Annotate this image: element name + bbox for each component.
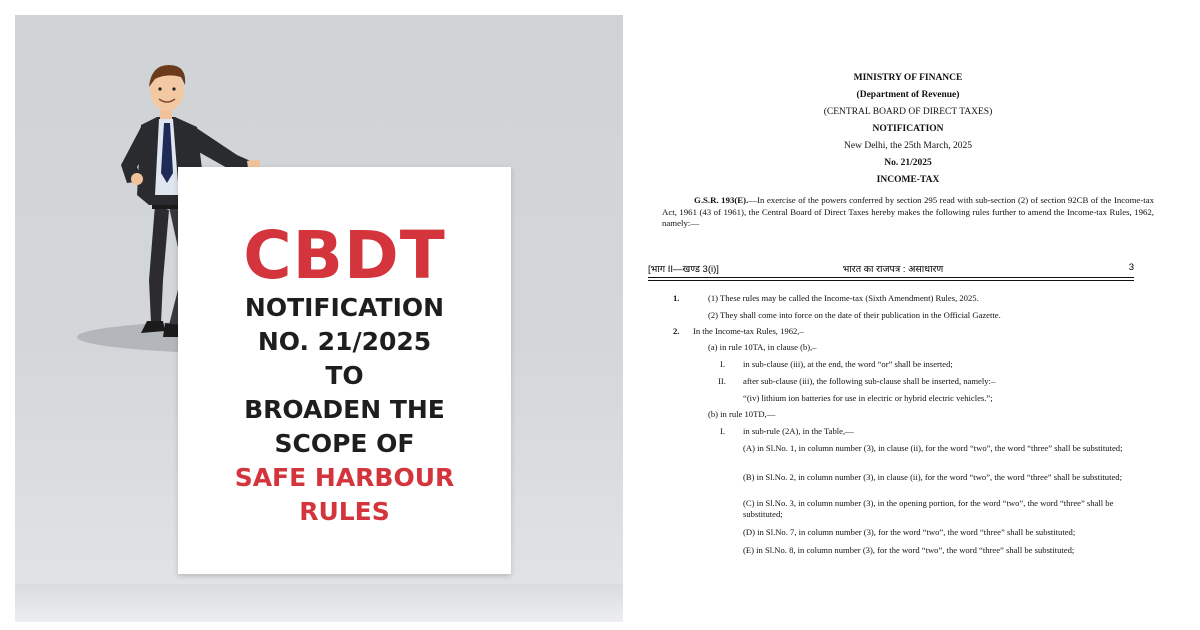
list-item: (A) in Sl.No. 1, in column number (3), in clause (ii), for the word “two”, the word “three” shall be substituted;: [743, 443, 1123, 453]
doc-department: (Department of Revenue): [856, 90, 960, 100]
list-item: (D) in Sl.No. 7, in column number (3), for the word “two”, the word “three” shall be substituted;: [743, 527, 1076, 537]
doc-gsr-text: —In exercise of the powers conferred by section 295 read with sub-section (2) of section 92CB of the Income-tax Act, 1961 (43 of 1961), the Central Board of Direct Taxes hereby makes the following rules further to amend the Income-tax Rules, 1962, namely:—: [662, 195, 1154, 228]
list-item: in sub-clause (iii), at the end, the word “or” shall be inserted;: [743, 359, 953, 369]
doc-number: No. 21/2025: [884, 158, 932, 168]
item-number: I.: [720, 426, 726, 436]
doc-board: (CENTRAL BOARD OF DIRECT TAXES): [823, 107, 993, 117]
header-rule: [648, 277, 1134, 278]
list-item: (b) in rule 10TD,—: [708, 409, 776, 419]
doc-date: New Delhi, the 25th March, 2025: [844, 141, 972, 151]
headline-to: TO: [325, 361, 364, 390]
list-item: (a) in rule 10TA, in clause (b),–: [708, 342, 817, 352]
list-item: “(iv) lithium ion batteries for use in electric or hybrid electric vehicles.”;: [743, 393, 993, 403]
bottom-shadow: [15, 584, 623, 622]
headline-number: NO. 21/2025: [257, 327, 432, 356]
list-item: after sub-clause (iii), the following sub-clause shall be inserted, namely:–: [743, 376, 996, 386]
item-number: 2.: [673, 326, 680, 336]
headline-safe-harbour: SAFE HARBOUR: [234, 463, 455, 492]
doc-ministry: MINISTRY OF FINANCE: [853, 73, 963, 83]
headline-notification: NOTIFICATION: [244, 293, 445, 322]
page-header-section: [भाग II—खण्ड 3(i)]: [648, 264, 719, 275]
list-item: In the Income-tax Rules, 1962,–: [693, 326, 804, 336]
item-number: II.: [718, 376, 726, 386]
list-item: (1) These rules may be called the Income-tax (Sixth Amendment) Rules, 2025.: [708, 293, 979, 303]
list-item: (C) in Sl.No. 3, in column number (3), in the opening portion, for the word “two”, the word “three” shall be substituted;: [743, 498, 1114, 519]
doc-subject: INCOME-TAX: [876, 175, 940, 185]
headline-broaden: BROADEN THE: [244, 395, 445, 424]
list-item: (B) in Sl.No. 2, in column number (3), in clause (ii), for the word “two”, the word “three” shall be substituted;: [743, 472, 1122, 482]
list-item: (E) in Sl.No. 8, in column number (3), for the word “two”, the word “three” shall be substituted;: [743, 545, 1075, 555]
headline-card: [178, 167, 511, 574]
doc-gsr-paragraph: [662, 195, 1154, 230]
item-number: 1.: [673, 293, 680, 303]
list-item: in sub-rule (2A), in the Table,—: [743, 426, 854, 436]
banner-panel: [15, 15, 623, 622]
list-item: (2) They shall come into force on the date of their publication in the Official Gazette.: [708, 310, 1001, 320]
headline-cbdt: CBDT: [243, 217, 446, 294]
headline-scope: SCOPE OF: [274, 429, 415, 458]
doc-gsr-label: G.S.R. 193(E).: [694, 195, 749, 205]
headline-rules: RULES: [299, 497, 390, 526]
item-number: I.: [720, 359, 726, 369]
page-header-number: 3: [1128, 262, 1134, 273]
doc-notification-heading: NOTIFICATION: [872, 124, 944, 134]
page-header-title: भारत का राजपत्र : असाधारण: [842, 264, 944, 275]
header-rule: [648, 280, 1134, 281]
gazette-document: [648, 70, 1168, 230]
